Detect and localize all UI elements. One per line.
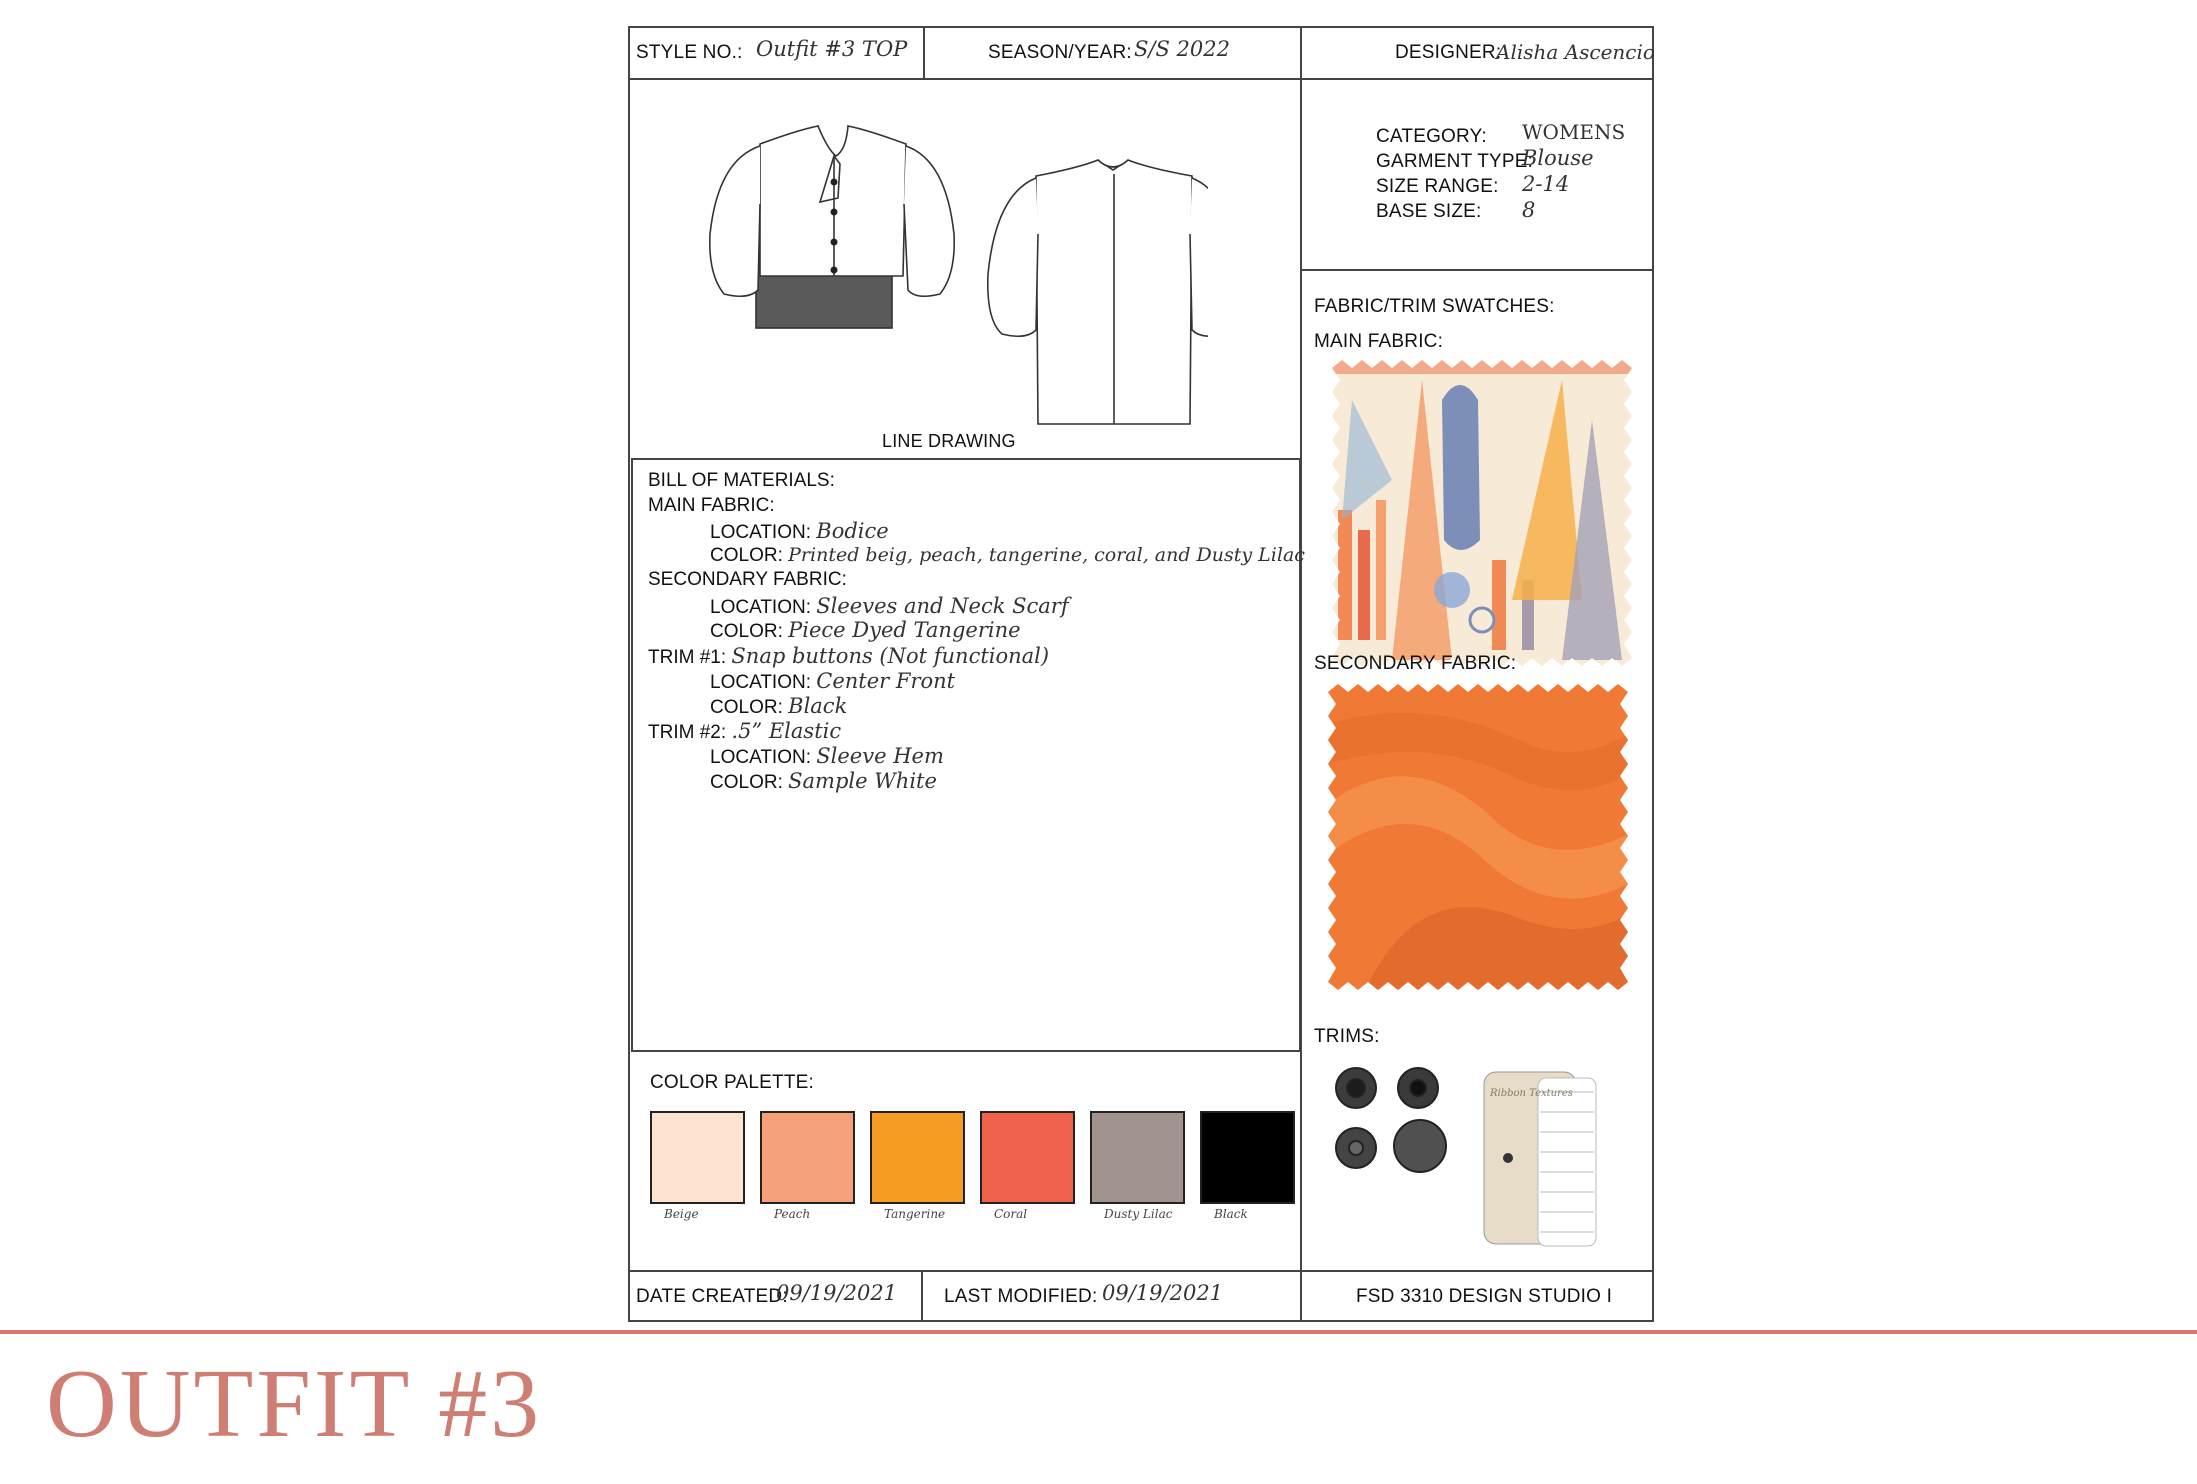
bom-secondary-location-label: LOCATION: xyxy=(710,597,811,618)
course-label: FSD 3310 DESIGN STUDIO I xyxy=(1356,1286,1613,1307)
line-drawing xyxy=(688,94,1208,444)
bom-trim2-location xyxy=(710,744,944,769)
designer-label: DESIGNER: xyxy=(1395,42,1502,63)
style-no-value: Outfit #3 TOP xyxy=(756,37,908,61)
bom-main-color-value: Printed beig, peach, tangerine, coral, and Dusty Lilac xyxy=(788,544,1305,566)
palette-swatch-coral xyxy=(980,1111,1075,1204)
season-label: SEASON/YEAR: xyxy=(988,42,1132,63)
base-size-label: BASE SIZE: xyxy=(1376,201,1482,222)
bom-secondary-location-value: Sleeves and Neck Scarf xyxy=(816,594,1069,618)
bom-trim1-color-value: Black xyxy=(788,694,848,718)
palette-swatch-dusty-lilac xyxy=(1090,1111,1185,1204)
date-created-label: DATE CREATED: xyxy=(636,1286,788,1307)
date-created-value: 09/19/2021 xyxy=(776,1281,898,1305)
bom-secondary-color-value: Piece Dyed Tangerine xyxy=(788,618,1021,642)
line-drawing-label: LINE DRAWING xyxy=(882,431,1016,451)
header-sep-1 xyxy=(923,26,925,78)
snap-buttons-image xyxy=(1328,1060,1458,1180)
specs-divider xyxy=(1300,269,1654,271)
main-fabric-swatch xyxy=(1332,360,1632,666)
bom-trim2-color-label: COLOR: xyxy=(710,772,783,793)
color-palette-title: COLOR PALETTE: xyxy=(650,1072,814,1093)
palette-swatch-black xyxy=(1200,1111,1295,1204)
trims-label: TRIMS: xyxy=(1314,1026,1380,1047)
spool-label-text: Ribbon Textures xyxy=(1490,1088,1573,1099)
bom-trim2-label: TRIM #2: xyxy=(648,722,727,743)
category-value: WOMENS xyxy=(1522,120,1626,144)
footer-sep xyxy=(921,1270,923,1322)
bom-main-color-label: COLOR: xyxy=(710,545,783,566)
bom-title: BILL OF MATERIALS: xyxy=(648,470,835,491)
bom-trim1-location-label: LOCATION: xyxy=(710,672,811,693)
bom-trim2-location-value: Sleeve Hem xyxy=(816,744,944,768)
bom-trim2-color-value: Sample White xyxy=(788,769,937,793)
bom-secondary-color-label: COLOR: xyxy=(710,621,783,642)
bom-trim2-color xyxy=(710,769,937,794)
bom-trim1-value: Snap buttons (Not functional) xyxy=(731,644,1050,668)
style-no-label: STYLE NO.: xyxy=(636,42,743,63)
palette-swatch-name: Coral xyxy=(994,1207,1028,1221)
palette-swatch-tangerine xyxy=(870,1111,965,1204)
bom-main-location-label: LOCATION: xyxy=(710,522,811,543)
last-modified-label: LAST MODIFIED: xyxy=(944,1286,1098,1307)
garment-type-label: GARMENT TYPE: xyxy=(1376,151,1534,172)
bom-trim1-color xyxy=(710,694,847,719)
main-fabric-swatch-label: MAIN FABRIC: xyxy=(1314,331,1444,352)
title-rule xyxy=(0,1330,2197,1334)
bom-secondary-fabric-label: SECONDARY FABRIC: xyxy=(648,569,847,590)
page-title: OUTFIT #3 xyxy=(46,1350,543,1458)
bom-trim2-value: .5” Elastic xyxy=(731,719,842,743)
bom-main-location-value: Bodice xyxy=(816,519,889,543)
size-range-value: 2-14 xyxy=(1522,172,1570,196)
garment-type-value: Blouse xyxy=(1522,146,1594,170)
bom-main-color xyxy=(710,544,1305,567)
palette-swatch-beige xyxy=(650,1111,745,1204)
bom-trim2 xyxy=(648,719,841,744)
category-label: CATEGORY: xyxy=(1376,126,1487,147)
swatches-title: FABRIC/TRIM SWATCHES: xyxy=(1314,296,1555,317)
palette-swatch-name: Black xyxy=(1214,1207,1248,1221)
footer-divider xyxy=(628,1270,1654,1272)
elastic-spool-image xyxy=(1478,1062,1604,1254)
secondary-fabric-swatch xyxy=(1328,684,1628,990)
secondary-fabric-swatch-label: SECONDARY FABRIC: xyxy=(1314,653,1517,674)
bom-trim2-location-label: LOCATION: xyxy=(710,747,811,768)
bom-trim1-color-label: COLOR: xyxy=(710,697,783,718)
base-size-value: 8 xyxy=(1522,198,1536,222)
palette-swatch-peach xyxy=(760,1111,855,1204)
tech-pack-sheet xyxy=(628,26,1654,1322)
bom-main-location xyxy=(710,519,889,544)
season-value: S/S 2022 xyxy=(1134,37,1230,61)
bom-trim1 xyxy=(648,644,1049,669)
size-range-label: SIZE RANGE: xyxy=(1376,176,1499,197)
designer-value: Alisha Ascencio xyxy=(1496,40,1655,64)
palette-swatch-name: Dusty Lilac xyxy=(1104,1207,1173,1221)
header-divider xyxy=(628,78,1654,80)
bom-trim1-label: TRIM #1: xyxy=(648,647,727,668)
bom-secondary-location xyxy=(710,594,1069,619)
palette-swatch-name: Beige xyxy=(664,1207,699,1221)
last-modified-value: 09/19/2021 xyxy=(1102,1281,1224,1305)
bom-trim1-location xyxy=(710,669,955,694)
palette-swatch-name: Tangerine xyxy=(884,1207,946,1221)
bom-main-fabric-label: MAIN FABRIC: xyxy=(648,495,775,516)
bom-secondary-color xyxy=(710,618,1021,643)
bom-trim1-location-value: Center Front xyxy=(816,669,956,693)
palette-swatch-name: Peach xyxy=(774,1207,811,1221)
